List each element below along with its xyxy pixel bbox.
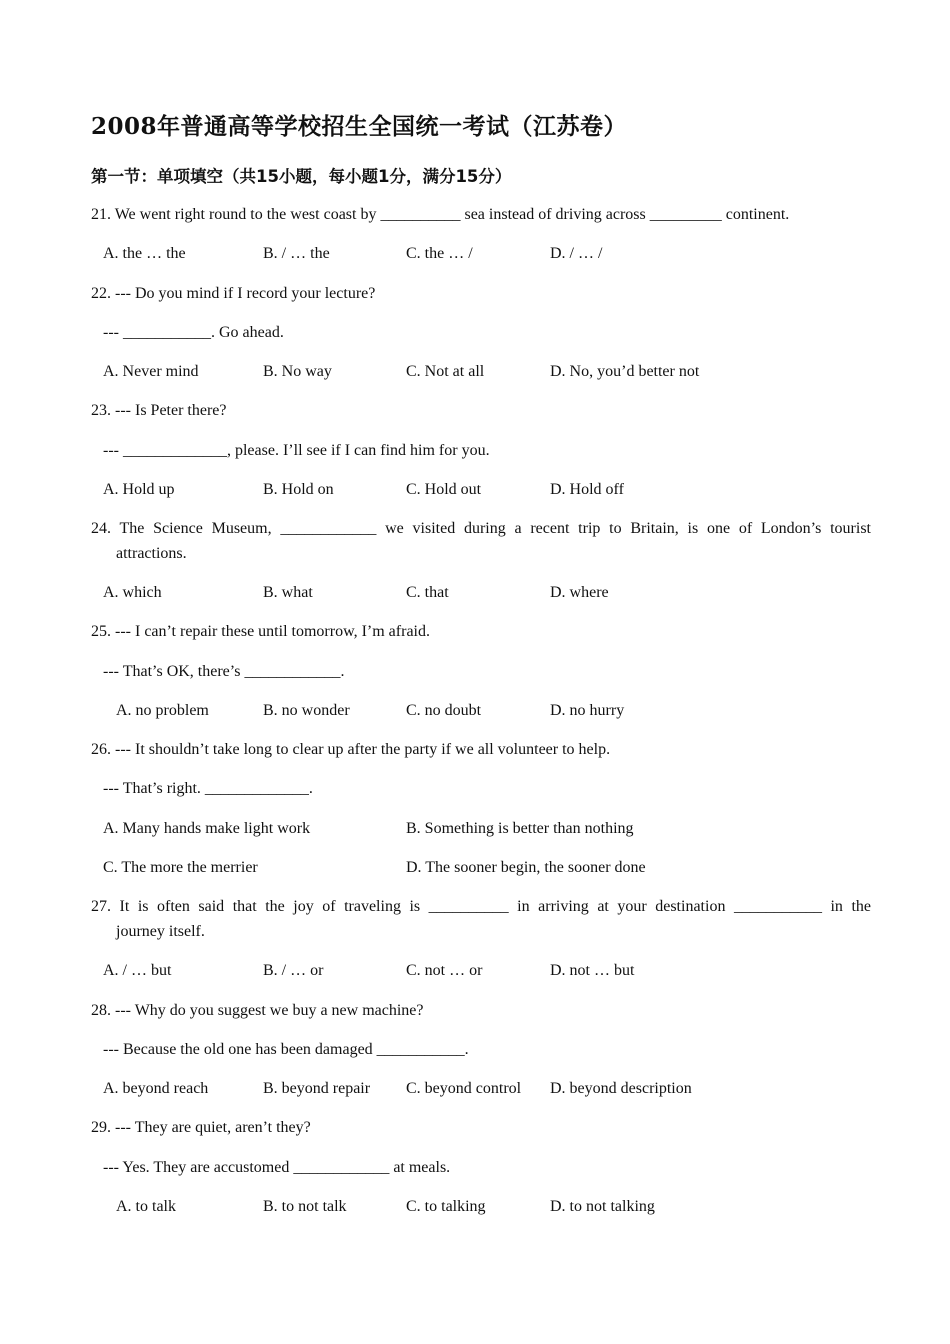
option-c: C. Not at all (406, 363, 485, 380)
question-stem: 22. --- Do you mind if I record your lecture? (91, 285, 376, 302)
option-c: C. Hold out (406, 481, 482, 498)
question-reply: --- Because the old one has been damaged ___________. (103, 1041, 469, 1058)
option-a: A. Never mind (103, 363, 199, 380)
option-c: C. The more the merrier (103, 859, 258, 876)
option-a: A. to talk (116, 1198, 176, 1215)
question-stem-continued: attractions. (116, 545, 187, 562)
question-stem: 25. --- I can’t repair these until tomorrow, I’m afraid. (91, 623, 430, 640)
question-stem: 27. It is often said that the joy of traveling is __________ in arriving at your destination ___________ in the (91, 898, 871, 915)
option-c: C. beyond control (406, 1080, 522, 1097)
option-d: D. to not talking (550, 1198, 655, 1215)
option-b: B. no wonder (263, 702, 350, 719)
option-c: C. not … or (406, 962, 483, 979)
section-heading: 第一节：单项填空（共15小题，每小题1分，满分15分） (91, 167, 512, 186)
option-d: D. beyond description (550, 1080, 692, 1097)
option-a: A. Hold up (103, 481, 175, 498)
question-reply: --- That’s right. _____________. (103, 780, 313, 797)
page-title: 2008年普通高等学校招生全国统一考试（江苏卷） (91, 113, 628, 140)
question-stem: 21. We went right round to the west coast by __________ sea instead of driving across _________ continent. (91, 206, 790, 223)
option-c: C. no doubt (406, 702, 482, 719)
option-d: D. not … but (550, 962, 635, 979)
option-b: B. beyond repair (263, 1080, 371, 1097)
question-stem: 26. --- It shouldn’t take long to clear up after the party if we all volunteer to help. (91, 741, 611, 758)
question-stem: 28. --- Why do you suggest we buy a new machine? (91, 1002, 424, 1019)
question-reply: --- ___________. Go ahead. (103, 324, 284, 341)
option-b: B. what (263, 584, 313, 601)
option-c: C. that (406, 584, 449, 601)
option-b: B. / … or (263, 962, 324, 979)
option-a: A. the … the (103, 245, 186, 262)
option-d: D. No, you’d better not (550, 363, 700, 380)
option-c: C. the … / (406, 245, 473, 262)
question-stem: 24. The Science Museum, ____________ we visited during a recent trip to Britain, is one of London’s tourist (91, 520, 871, 537)
option-b: B. to not talk (263, 1198, 347, 1215)
option-d: D. Hold off (550, 481, 624, 498)
question-stem: 23. --- Is Peter there? (91, 402, 227, 419)
question-stem: 29. --- They are quiet, aren’t they? (91, 1119, 311, 1136)
question-reply: --- Yes. They are accustomed ____________ at meals. (103, 1159, 451, 1176)
option-a: A. which (103, 584, 162, 601)
option-d: D. no hurry (550, 702, 625, 719)
option-b: B. Something is better than nothing (406, 820, 634, 837)
option-d: D. / … / (550, 245, 603, 262)
option-b: B. / … the (263, 245, 330, 262)
option-a: A. Many hands make light work (103, 820, 311, 837)
question-reply: --- That’s OK, there’s ____________. (103, 663, 345, 680)
question-stem-continued: journey itself. (116, 923, 205, 940)
question-reply: --- _____________, please. I’ll see if I can find him for you. (103, 442, 490, 459)
option-b: B. No way (263, 363, 332, 380)
option-d: D. The sooner begin, the sooner done (406, 859, 646, 876)
option-b: B. Hold on (263, 481, 334, 498)
option-d: D. where (550, 584, 609, 601)
option-a: A. / … but (103, 962, 172, 979)
option-a: A. no problem (116, 702, 209, 719)
option-c: C. to talking (406, 1198, 486, 1215)
option-a: A. beyond reach (103, 1080, 209, 1097)
